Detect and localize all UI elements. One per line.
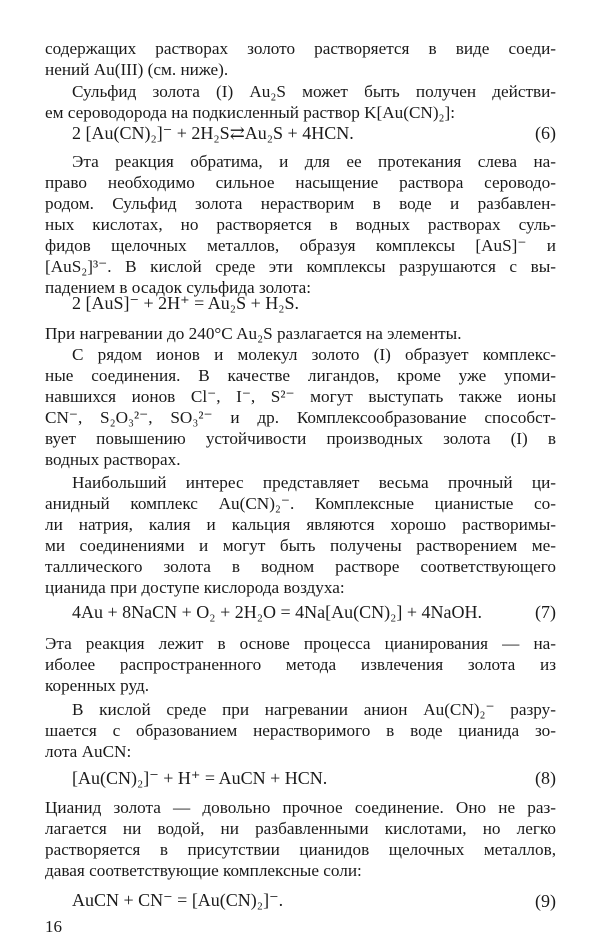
equation: [Au(CN)₂]⁻ + H⁺ = AuCN + HCN. — [72, 768, 328, 788]
text-line: ных кислотах, но растворяется в водных растворах суль- — [45, 215, 556, 234]
text-line: При нагревании до 240°C Au₂S разлагается на элементы. — [45, 324, 462, 343]
equation: 2 [Au(CN)₂]⁻ + 2H₂S⇄Au₂S + 4HCN. — [72, 123, 354, 143]
equation: 2 [AuS]⁻ + 2H⁺ = Au₂S + H₂S. — [72, 293, 300, 313]
text-line: вует повышению устойчивости производных золота (I) в — [45, 429, 556, 448]
text-line: фидов щелочных металлов, образуя комплексы [AuS]⁻ и — [45, 236, 556, 255]
text-line: Эта реакция лежит в основе процесса цианирования — на- — [45, 634, 556, 653]
text-line: содержащих растворах золото растворяется в виде соеди- — [45, 39, 556, 58]
text-line: С рядом ионов и молекул золото (I) образует комплекс- — [72, 345, 556, 364]
equation: AuCN + CN⁻ = [Au(CN)₂]⁻. — [72, 890, 284, 910]
text-line: растворяется в присутствии цианидов щелочных металлов, — [45, 840, 556, 859]
text-line: анидный комплекс Au(CN)₂⁻. Комплексные цианистые со- — [45, 494, 556, 513]
equation-number: (8) — [535, 768, 556, 788]
text-line: навшихся ионов Cl⁻, I⁻, S²⁻ могут выступать также ионы — [45, 387, 556, 406]
text-line: давая соответствующие комплексные соли: — [45, 861, 362, 880]
text-line: иболее распространенного метода извлечения золота из — [45, 655, 556, 674]
equation: 4Au + 8NaCN + O₂ + 2H₂O = 4Na[Au(CN)₂] + 4NaOH. — [72, 602, 483, 622]
text-line: ли натрия, калия и кальция являются хорошо растворимы- — [45, 515, 556, 534]
text-line: лагается ни водой, ни разбавленными кислотами, но легко — [45, 819, 556, 838]
text-line: ем сероводорода на подкисленный раствор K[Au(CN)₂]: — [45, 103, 456, 122]
equation-number: (7) — [535, 602, 556, 622]
text-line: водных растворах. — [45, 450, 181, 469]
text-line: родом. Сульфид золота нерастворим в воде и разбавлен- — [45, 194, 556, 213]
text-line: ные соединения. В качестве лигандов, кроме уже упоми- — [45, 366, 556, 385]
text-line: Эта реакция обратима, и для ее протекания слева на- — [72, 152, 556, 171]
equation-number: (6) — [535, 123, 556, 143]
text-line: падением в осадок сульфида золота: — [45, 278, 312, 297]
text-line: CN⁻, S₂O₃²⁻, SO₃²⁻ и др. Комплексообразование способст- — [45, 408, 556, 427]
text-line: шается с образованием нерастворимого в воде цианида зо- — [45, 721, 556, 740]
text-line: В кислой среде при нагревании анион Au(CN)₂⁻ разру- — [72, 700, 556, 719]
text-line: Сульфид золота (I) Au₂S может быть получен действи- — [72, 82, 556, 101]
text-line: нений Au(III) (см. ниже). — [45, 60, 229, 79]
page-number: 16 — [45, 917, 62, 936]
text-line: Цианид золота — довольно прочное соединение. Оно не раз- — [45, 798, 556, 817]
text-line: [AuS₂]³⁻. В кислой среде эти комплексы разрушаются с вы- — [45, 257, 556, 276]
text-line: Наибольший интерес представляет весьма прочный ци- — [72, 473, 556, 492]
equation-number: (9) — [535, 891, 556, 911]
text-line: лота AuCN: — [45, 742, 132, 761]
text-line: таллического золота в водном растворе соответствующего — [45, 557, 556, 576]
text-line: коренных руд. — [45, 676, 150, 695]
text-line: право необходимо сильное насыщение раствора сероводо- — [45, 173, 556, 192]
text-line: ми соединениями и могут быть получены растворением ме- — [45, 536, 556, 555]
text-line: цианида при доступе кислорода воздуха: — [45, 578, 345, 597]
